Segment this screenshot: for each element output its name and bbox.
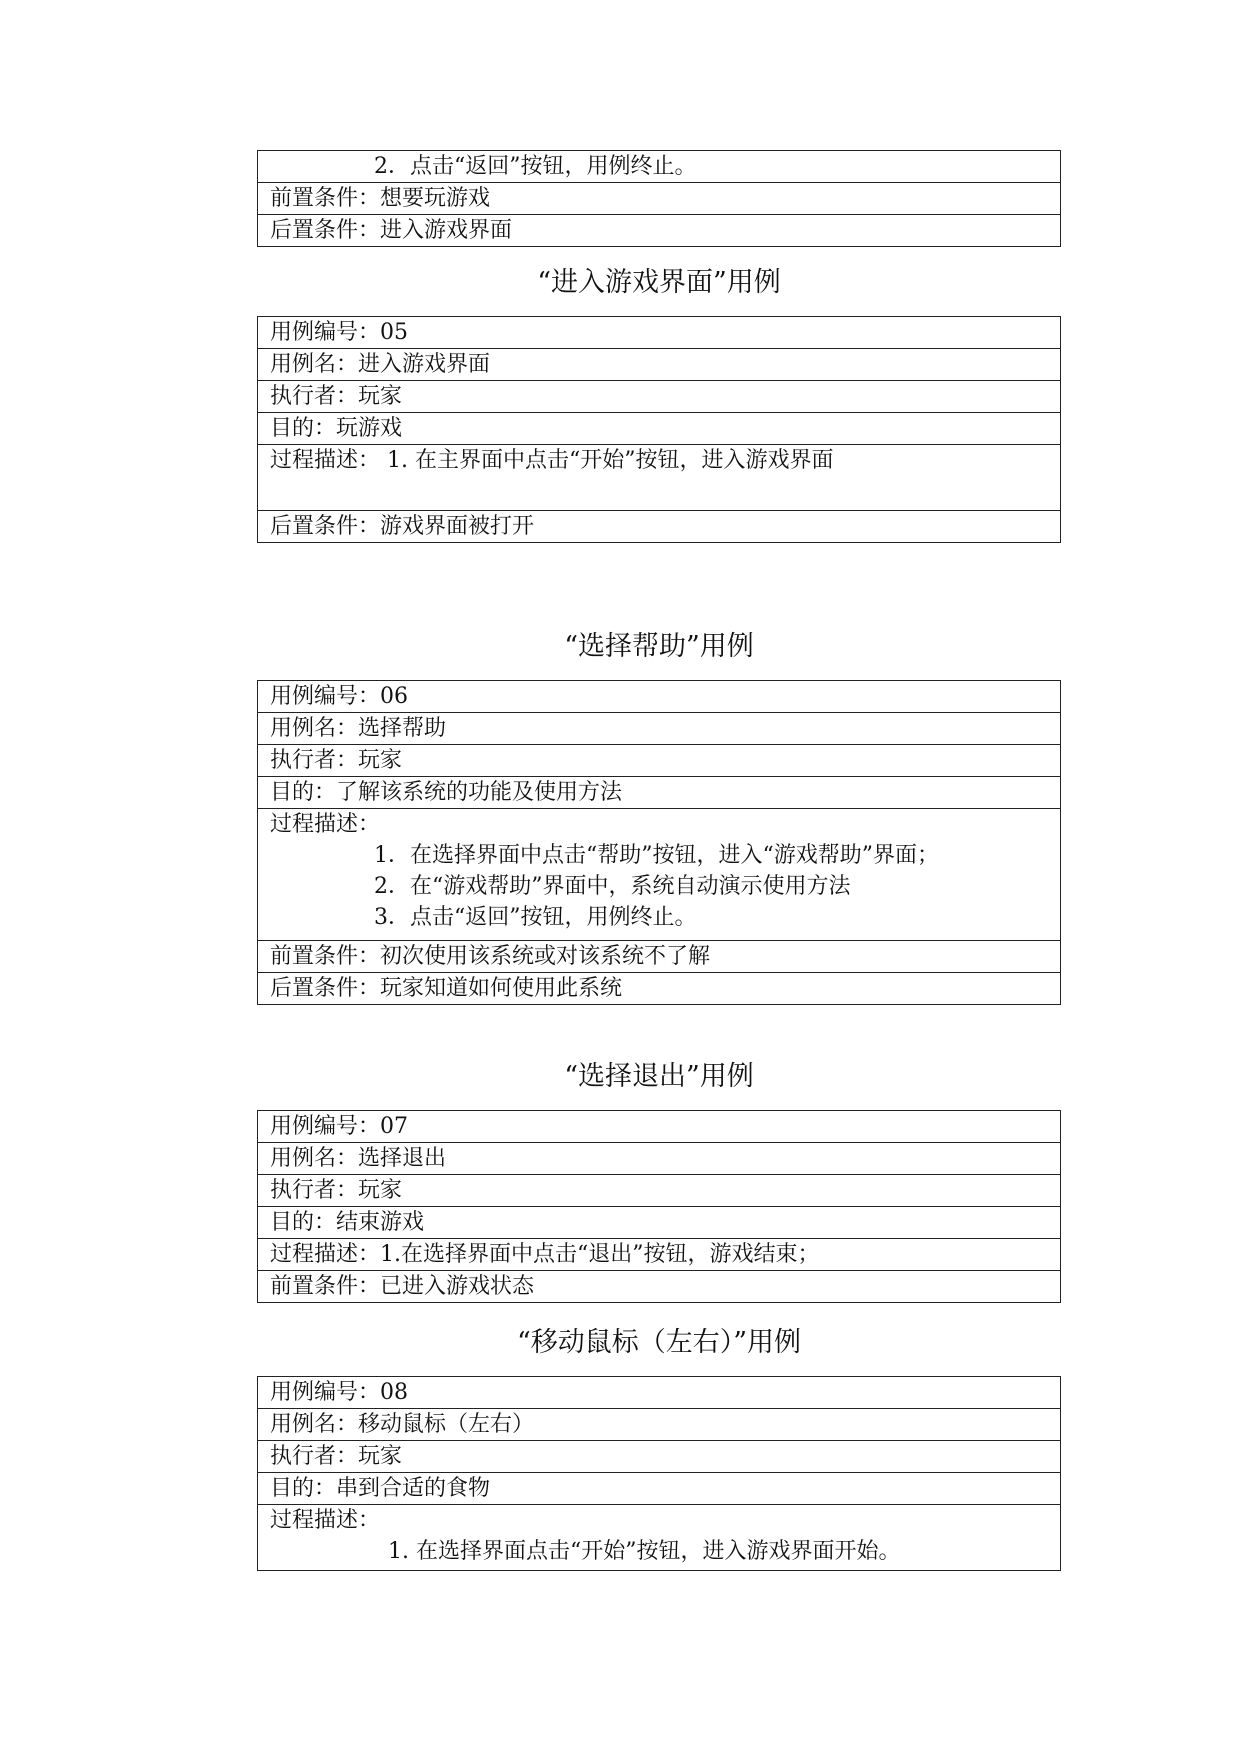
usecase-08-heading: “移动鼠标（左右）”用例	[516, 1327, 802, 1358]
process-step: 1. 在选择界面点击“开始”按钮，进入游戏界面开始。	[388, 1539, 901, 1564]
postcondition-cell: 后置条件：游戏界面被打开	[258, 511, 1061, 543]
table-row	[258, 511, 1061, 543]
table-row	[258, 1409, 1061, 1441]
usecase-id-cell: 用例编号：05	[258, 317, 1061, 349]
process-step-cell	[258, 151, 1061, 183]
goal-cell: 目的：玩游戏	[258, 413, 1061, 445]
precondition-cell: 前置条件：已进入游戏状态	[258, 1271, 1061, 1303]
table-row	[258, 317, 1061, 349]
table-row	[258, 1441, 1061, 1473]
process-label: 过程描述：	[270, 1508, 381, 1533]
postcondition-cell: 后置条件：玩家知道如何使用此系统	[258, 973, 1061, 1005]
usecase-id-cell: 用例编号：07	[258, 1111, 1061, 1143]
table-row	[258, 1239, 1061, 1271]
actor-cell: 执行者：玩家	[258, 1441, 1061, 1473]
usecase-id-cell: 用例编号：08	[258, 1377, 1061, 1409]
table-row	[258, 445, 1061, 511]
table-row	[258, 941, 1061, 973]
table-row	[258, 1111, 1061, 1143]
table-row	[258, 1207, 1061, 1239]
process-step: 2．在“游戏帮助”界面中，系统自动演示使用方法	[374, 874, 851, 899]
table-row	[258, 1505, 1061, 1571]
table-row	[258, 1143, 1061, 1175]
table-row	[258, 349, 1061, 381]
process-cell: 过程描述：1.在选择界面中点击“退出”按钮，游戏结束；	[258, 1239, 1061, 1271]
table-row	[258, 1377, 1061, 1409]
table-row	[258, 1473, 1061, 1505]
table-row	[258, 215, 1061, 247]
usecase-05-heading: “进入游戏界面”用例	[537, 267, 781, 298]
actor-cell: 执行者：玩家	[258, 381, 1061, 413]
goal-cell: 目的：结束游戏	[258, 1207, 1061, 1239]
table-row	[258, 777, 1061, 809]
usecase-08-table	[257, 1376, 1061, 1571]
process-step: 2．点击“返回”按钮，用例终止。	[374, 154, 697, 179]
usecase-name-cell: 用例名：选择退出	[258, 1143, 1061, 1175]
postcondition-cell: 后置条件：进入游戏界面	[258, 215, 1061, 247]
table-row	[258, 681, 1061, 713]
process-step: 3．点击“返回”按钮，用例终止。	[374, 905, 697, 930]
table-row	[258, 1271, 1061, 1303]
precondition-cell: 前置条件：初次使用该系统或对该系统不了解	[258, 941, 1061, 973]
table-row	[258, 151, 1061, 183]
usecase-name-cell: 用例名：选择帮助	[258, 713, 1061, 745]
usecase-06-table	[257, 680, 1061, 1005]
table-row	[258, 713, 1061, 745]
usecase-07-table	[257, 1110, 1061, 1303]
process-cell: 过程描述： 1. 在主界面中点击“开始”按钮，进入游戏界面	[258, 445, 1061, 511]
table-row	[258, 381, 1061, 413]
usecase-name-cell: 用例名：移动鼠标（左右）	[258, 1409, 1061, 1441]
table-row	[258, 183, 1061, 215]
process-label: 过程描述：	[270, 812, 381, 837]
usecase-table-continued	[257, 150, 1061, 247]
table-row	[258, 745, 1061, 777]
usecase-name-cell: 用例名：进入游戏界面	[258, 349, 1061, 381]
usecase-05-table	[257, 316, 1061, 543]
usecase-id-cell: 用例编号：06	[258, 681, 1061, 713]
actor-cell: 执行者：玩家	[258, 745, 1061, 777]
actor-cell: 执行者：玩家	[258, 1175, 1061, 1207]
table-row	[258, 809, 1061, 941]
table-row	[258, 413, 1061, 445]
table-row	[258, 973, 1061, 1005]
process-cell	[258, 809, 1061, 941]
goal-cell: 目的：串到合适的食物	[258, 1473, 1061, 1505]
usecase-07-heading: “选择退出”用例	[564, 1061, 754, 1092]
process-step: 1．在选择界面中点击“帮助”按钮，进入“游戏帮助”界面；	[374, 843, 939, 868]
process-cell	[258, 1505, 1061, 1571]
table-row	[258, 1175, 1061, 1207]
goal-cell: 目的：了解该系统的功能及使用方法	[258, 777, 1061, 809]
usecase-06-heading: “选择帮助”用例	[564, 631, 754, 662]
precondition-cell: 前置条件：想要玩游戏	[258, 183, 1061, 215]
